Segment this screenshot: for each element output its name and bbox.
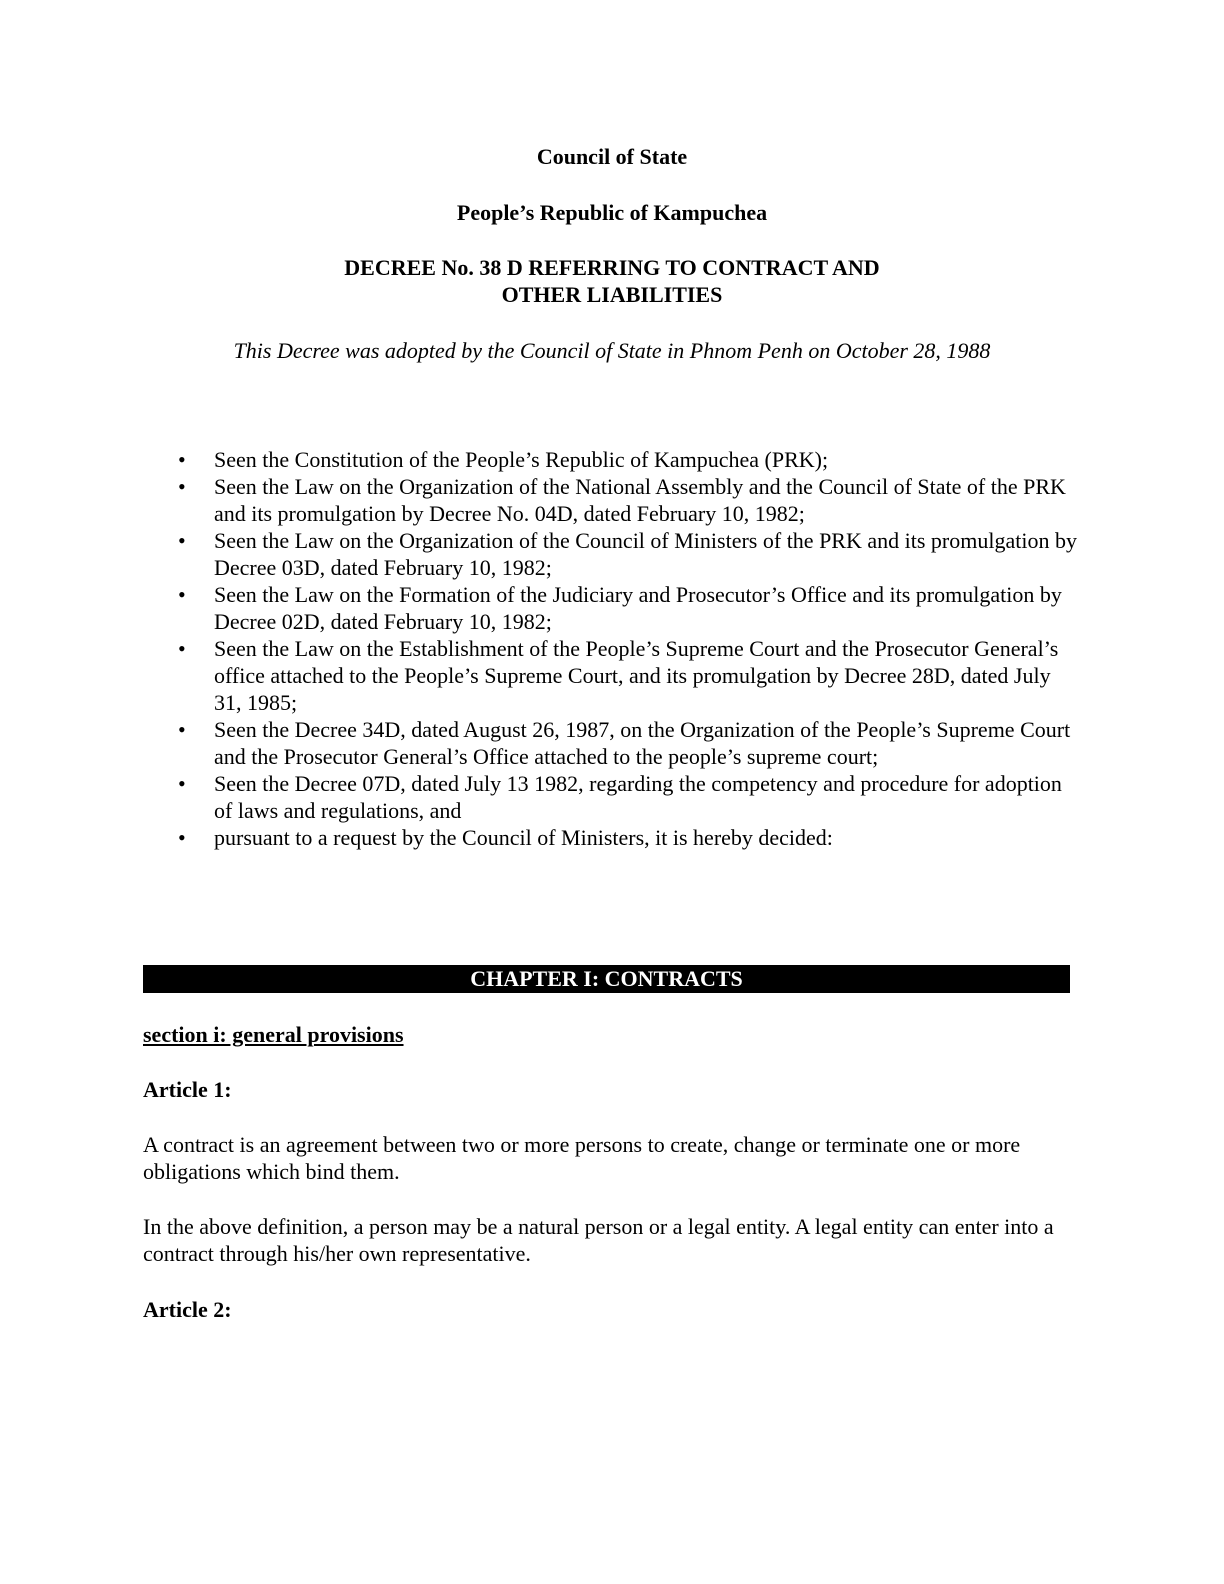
bullet-icon: • xyxy=(178,582,186,607)
article-1-paragraph-2: In the above definition, a person may be a natural person or a legal entity. A legal entity can enter into a contract through his/her own representative. xyxy=(143,1214,1054,1266)
considerations-list xyxy=(143,446,1078,851)
adoption-statement: This Decree was adopted by the Council of State in Phnom Penh on October 28, 1988 xyxy=(233,338,991,363)
bullet-icon: • xyxy=(178,528,186,553)
list-item xyxy=(143,716,1078,770)
list-item-text: Seen the Decree 34D, dated August 26, 1987, on the Organization of the People’s Supreme Court and the Prosecutor General’s Office attached to the people’s supreme court; xyxy=(214,717,1071,769)
list-item xyxy=(143,770,1078,824)
bullet-icon: • xyxy=(178,474,186,499)
bullet-icon: • xyxy=(178,447,186,472)
list-item-text: Seen the Decree 07D, dated July 13 1982, regarding the competency and procedure for adoption of laws and regulations, and xyxy=(214,771,1062,823)
list-item-text: Seen the Law on the Organization of the National Assembly and the Council of State of the PRK and its promulgation by Decree No. 04D, dated February 10, 1982; xyxy=(214,474,1066,526)
section-title: section i: general provisions xyxy=(143,1022,404,1047)
list-item-text: pursuant to a request by the Council of Ministers, it is hereby decided: xyxy=(214,825,833,850)
bullet-icon: • xyxy=(178,771,186,796)
list-item xyxy=(143,635,1078,716)
article-2-heading: Article 2: xyxy=(143,1297,232,1322)
list-item-text: Seen the Constitution of the People’s Republic of Kampuchea (PRK); xyxy=(214,447,829,472)
republic-heading: People’s Republic of Kampuchea xyxy=(456,200,768,225)
bullet-icon: • xyxy=(178,825,186,850)
decree-title-line-2: OTHER LIABILITIES xyxy=(501,282,723,307)
list-item xyxy=(143,581,1078,635)
chapter-heading-bar: CHAPTER I: CONTRACTS xyxy=(143,965,1070,993)
decree-title-line-1: DECREE No. 38 D REFERRING TO CONTRACT AND xyxy=(344,255,880,280)
bullet-icon: • xyxy=(178,717,186,742)
list-item xyxy=(143,824,1078,851)
decree-title xyxy=(140,254,1084,308)
list-item xyxy=(143,446,1078,473)
bullet-icon: • xyxy=(178,636,186,661)
article-1-heading: Article 1: xyxy=(143,1077,232,1102)
list-item xyxy=(143,527,1078,581)
article-1-paragraph-1: A contract is an agreement between two or more persons to create, change or terminate one or more obligations which bind them. xyxy=(143,1132,1021,1184)
list-item-text: Seen the Law on the Formation of the Judiciary and Prosecutor’s Office and its promulgation by Decree 02D, dated February 10, 1982; xyxy=(214,582,1062,634)
council-heading: Council of State xyxy=(536,144,688,169)
list-item-text: Seen the Law on the Establishment of the People’s Supreme Court and the Prosecutor General’s office attached to the People’s Supreme Court, and its promulgation by Decree 28D, dated July 31, 1985; xyxy=(214,636,1059,715)
list-item-text: Seen the Law on the Organization of the Council of Ministers of the PRK and its promulgation by Decree 03D, dated February 10, 1982; xyxy=(214,528,1077,580)
list-item xyxy=(143,473,1078,527)
